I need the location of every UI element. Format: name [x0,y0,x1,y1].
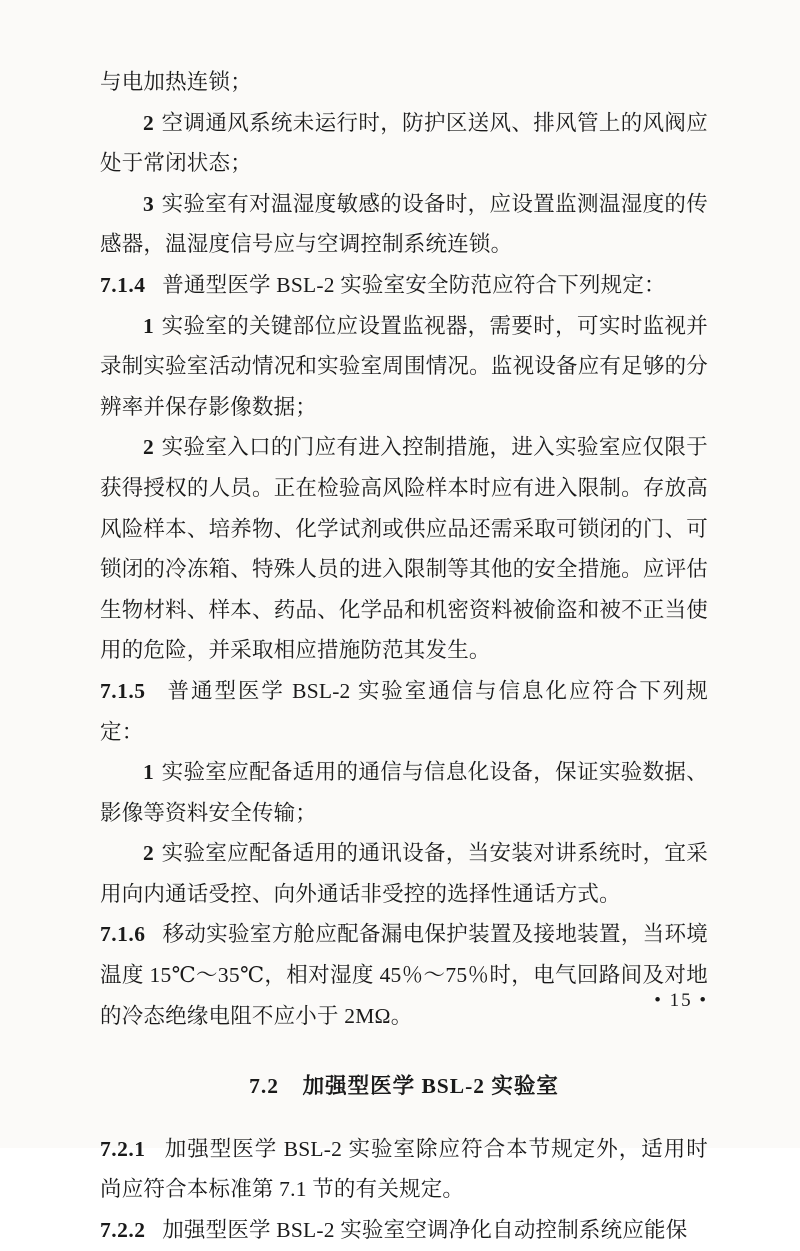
list-item-7-1-5-2 [100,833,708,914]
item-text: 空调通风系统未运行时，防护区送风、排风管上的风阀应处于常闭状态； [100,110,708,176]
clause-text: 普通型医学 BSL-2 实验室通信与信息化应符合下列规定： [100,678,708,744]
paragraph-continuation [100,62,708,103]
list-item-7-1-4-2 [100,427,708,671]
page-number: • 15 • [654,990,708,1011]
paragraph-text: 与电加热连锁； [100,70,252,94]
list-item-7-1-4-1 [100,306,708,428]
page-body [100,62,708,1251]
item-text: 实验室入口的门应有进入控制措施，进入实验室应仅限于获得授权的人员。正在检验高风险样本时应有进入限制。存放高风险样本、培养物、化学试剂或供应品还需采取可锁闭的门、可锁闭的冷冻箱、特殊人员的进入限制等其他的安全措施。应评估生物材料、样本、药品、化学品和机密资料被偷盗和被不正当使用的危险，并采取相应措施防范其发生。 [100,435,708,663]
clause-text: 加强型医学 BSL-2 实验室空调净化自动控制系统应能保 [162,1218,688,1243]
clause-text: 加强型医学 BSL-2 实验室除应符合本节规定外，适用时尚应符合本标准第 7.1 节的有关规定。 [100,1136,708,1202]
clause-text: 移动实验室方舱应配备漏电保护装置及接地装置，当环境温度 15℃～35℃，相对湿度 45％～75％时，电气回路间及对地的冷态绝缘电阻不应小于 2MΩ。 [100,922,708,1028]
section-title: 加强型医学 BSL-2 实验室 [302,1074,559,1099]
clause-7-1-6 [100,914,708,1036]
clause-text: 普通型医学 BSL-2 实验室安全防范应符合下列规定： [162,272,666,297]
clause-7-1-4 [100,265,708,306]
section-heading [100,1066,708,1107]
clause-number: 7.1.6 [100,922,146,947]
clause-7-1-5 [100,671,708,752]
item-number: 3 [143,191,154,216]
clause-7-2-1 [100,1129,708,1210]
list-item-7-1-3-3 [100,184,708,265]
clause-7-2-2 [100,1210,708,1251]
item-text: 实验室应配备适用的通讯设备，当安装对讲系统时，宜采用向内通话受控、向外通话非受控的选择性通话方式。 [100,841,708,906]
item-number: 2 [143,110,154,135]
clause-number: 7.2.2 [100,1218,146,1243]
section-number: 7.2 [249,1074,279,1099]
clause-number: 7.2.1 [100,1136,146,1161]
clause-number: 7.1.4 [100,272,146,297]
item-text: 实验室应配备适用的通信与信息化设备，保证实验数据、影像等资料安全传输； [100,760,708,825]
list-item-7-1-5-1 [100,752,708,833]
list-item-7-1-3-2 [100,103,708,184]
clause-number: 7.1.5 [100,678,146,703]
item-number: 1 [143,760,154,785]
item-number: 2 [143,841,154,866]
item-text: 实验室有对温湿度敏感的设备时，应设置监测温湿度的传感器，温湿度信号应与空调控制系统连锁。 [100,191,708,257]
item-text: 实验室的关键部位应设置监视器，需要时，可实时监视并录制实验室活动情况和实验室周围情况。监视设备应有足够的分辨率并保存影像数据； [100,313,708,419]
item-number: 2 [143,435,154,460]
item-number: 1 [143,313,154,338]
